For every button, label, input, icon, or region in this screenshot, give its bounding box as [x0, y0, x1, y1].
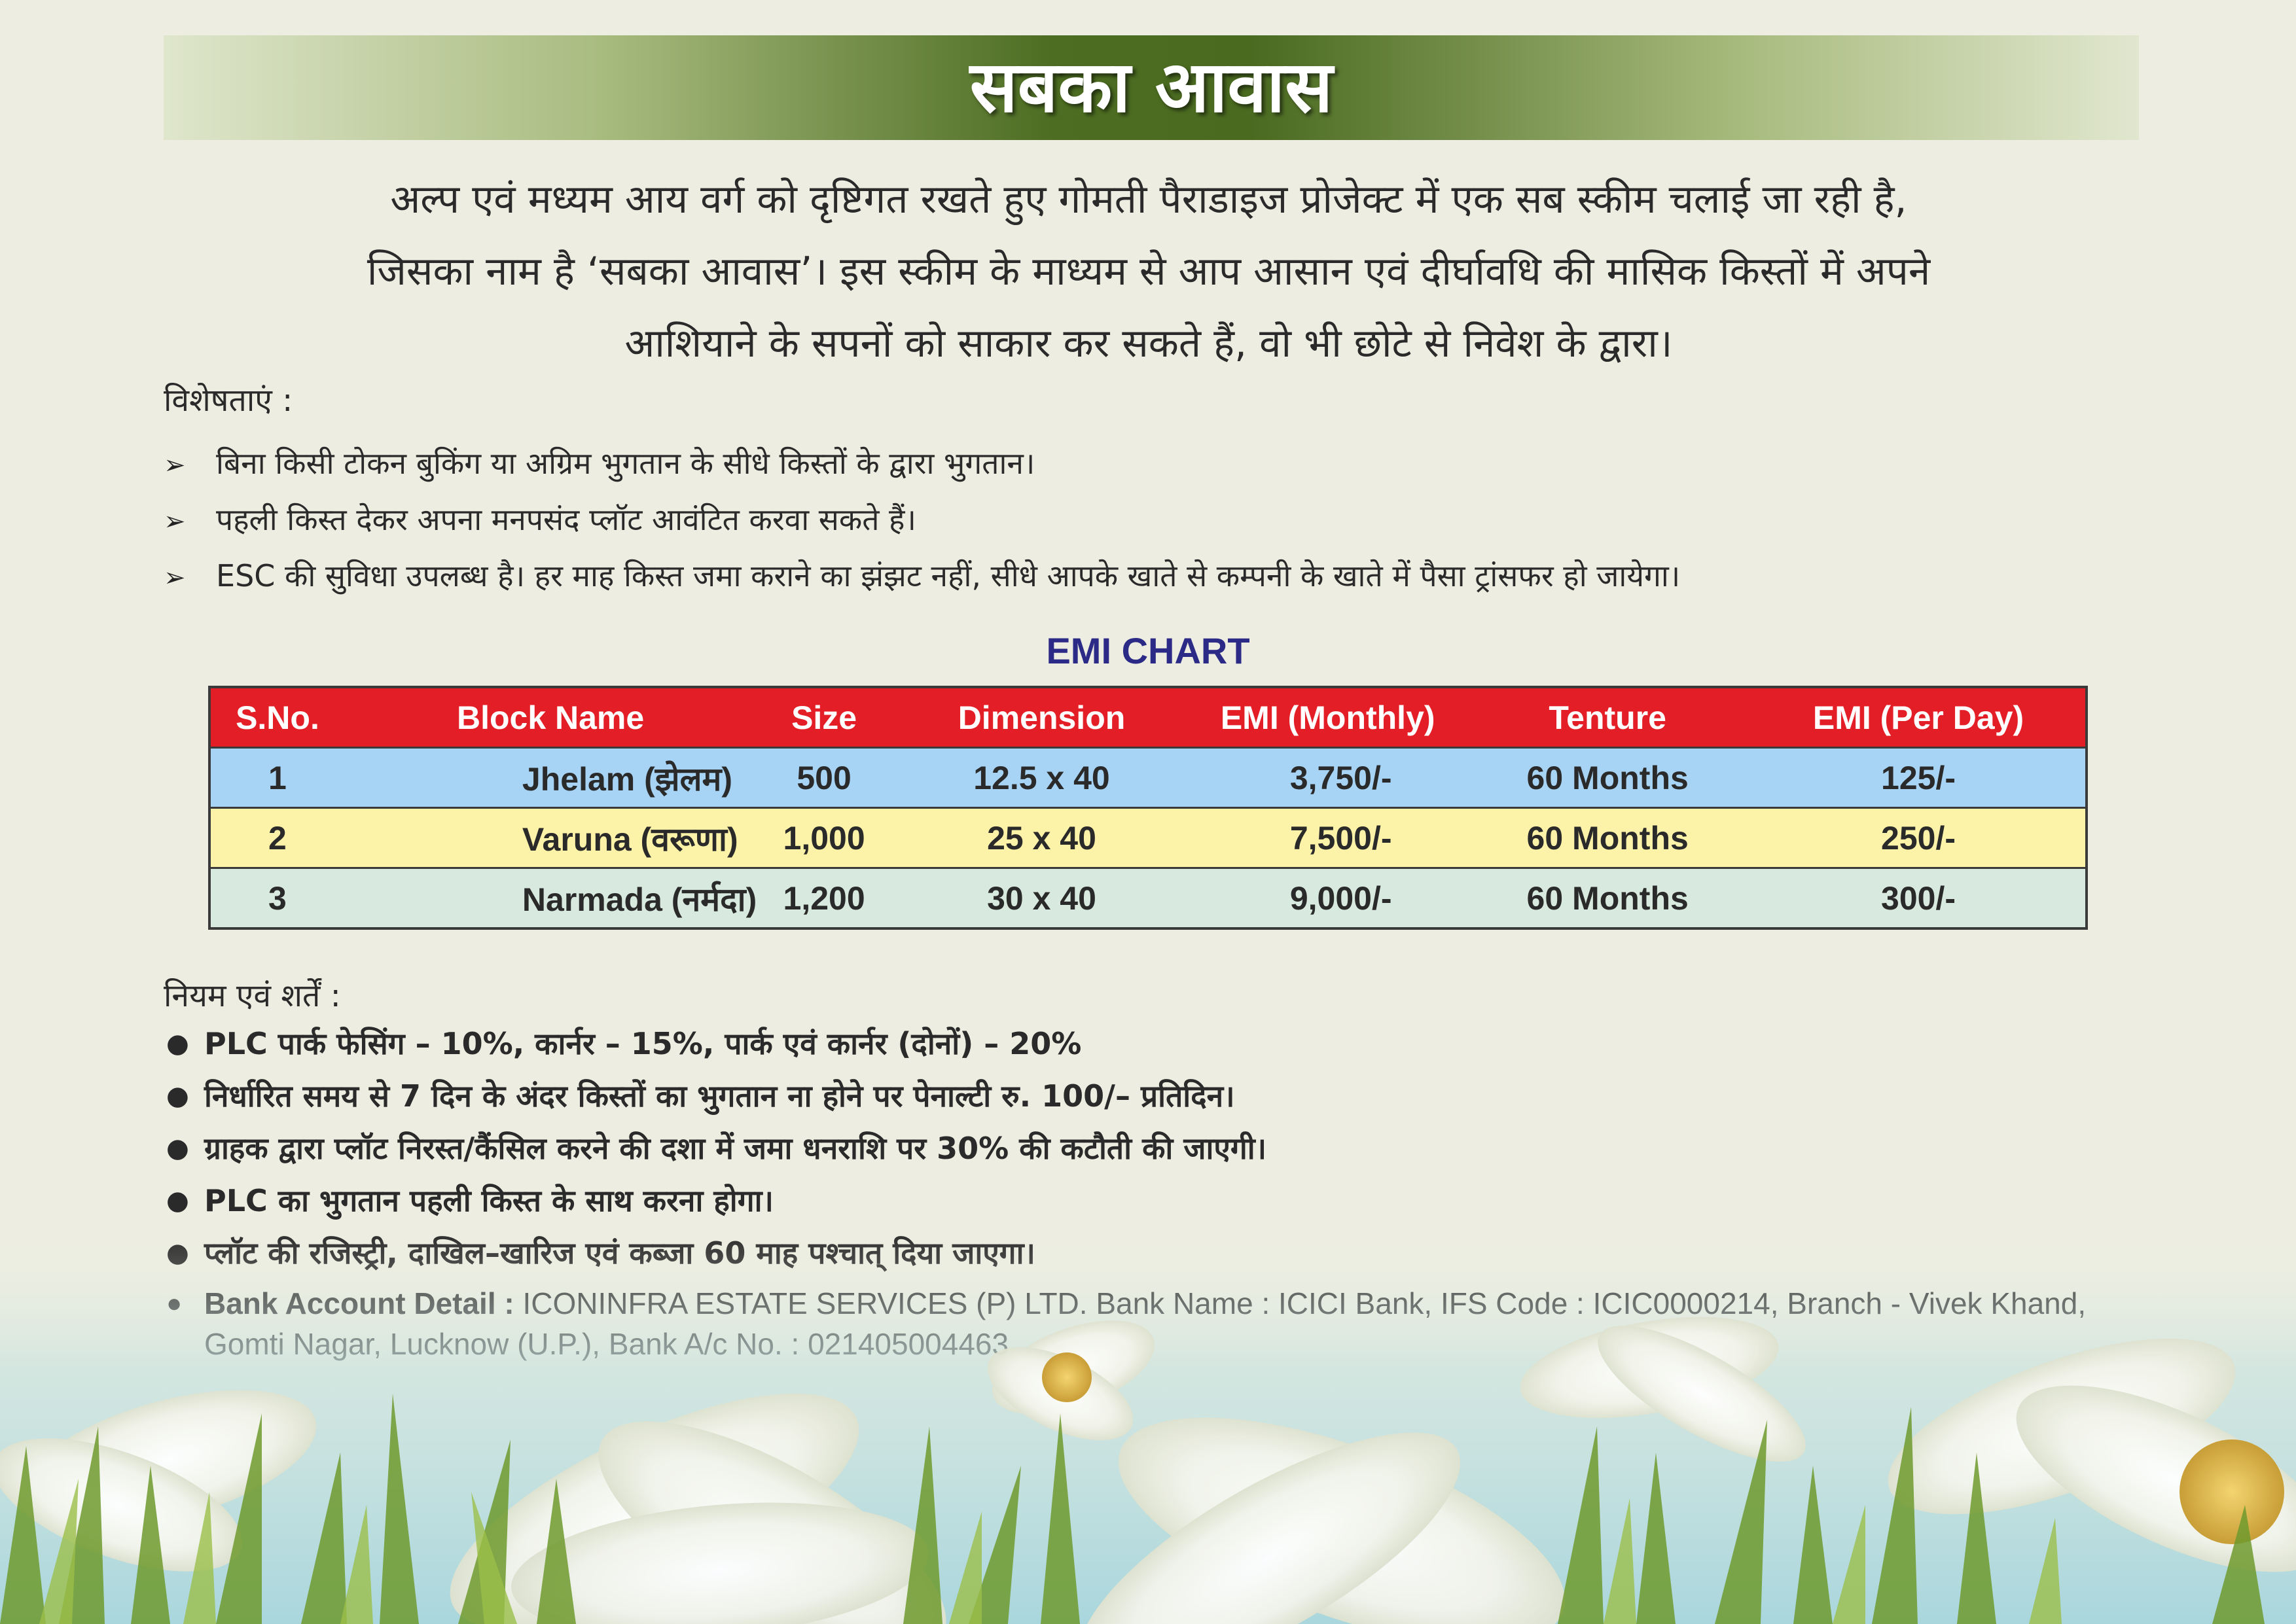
cell-sno: 3: [209, 868, 344, 929]
bullet-icon: ●: [166, 1186, 189, 1216]
cell-size: 1,000: [757, 808, 891, 868]
cell-block-name: Narmada (नर्मदा): [344, 868, 757, 929]
term-text: निर्धारित समय से 7 दिन के अंदर किस्तों का भुगतान ना होने पर पेनाल्टी रु. 100/– प्रतिदिन।: [204, 1078, 1235, 1114]
intro-paragraph: [209, 164, 2088, 380]
table-row: [209, 808, 2087, 868]
cell-emi-per-day: 300/-: [1751, 868, 2087, 929]
cell-sno: 1: [209, 748, 344, 808]
header-sno: S.No.: [209, 687, 344, 748]
cell-sno: 2: [209, 808, 344, 868]
bullet-icon: ●: [166, 1081, 189, 1111]
header-emi-monthly: EMI (Monthly): [1192, 687, 1463, 748]
cell-emi-monthly: 7,500/-: [1192, 808, 1463, 868]
feature-item: [164, 491, 2193, 548]
cell-emi-monthly: 9,000/-: [1192, 868, 1463, 929]
cell-dimension: 30 x 40: [891, 868, 1192, 929]
term-item: [164, 1017, 2166, 1070]
features-list: [164, 435, 2193, 604]
cell-size: 1,200: [757, 868, 891, 929]
cell-dimension: 12.5 x 40: [891, 748, 1192, 808]
title-banner: [164, 35, 2139, 140]
header-size: Size: [757, 687, 891, 748]
feature-text: बिना किसी टोकन बुकिंग या अग्रिम भुगतान के सीधे किस्तों के द्वारा भुगतान।: [216, 446, 1035, 481]
cell-dimension: 25 x 40: [891, 808, 1192, 868]
cell-emi-per-day: 125/-: [1751, 748, 2087, 808]
feature-item: [164, 435, 2193, 491]
cell-tenure: 60 Months: [1463, 748, 1751, 808]
term-text: ग्राहक द्वारा प्लॉट निरस्त/कैंसिल करने की दशा में जमा धनराशि पर 30% की कटौती की जाएगी।: [204, 1131, 1267, 1166]
page-title: सबका आवास: [969, 46, 1333, 128]
table-row: [209, 868, 2087, 929]
header-tenure: Tenture: [1463, 687, 1751, 748]
feature-text: ESC की सुविधा उपलब्ध है। हर माह किस्त जमा कराने का झंझट नहीं, सीधे आपके खाते से कम्पनी के खाते में पैसा ट्रांसफर हो जायेगा।: [216, 558, 1681, 593]
cell-tenure: 60 Months: [1463, 868, 1751, 929]
features-heading: विशेषताएं :: [164, 382, 293, 419]
feature-item: [164, 548, 2193, 604]
arrow-bullet-icon: ➢: [164, 563, 186, 593]
table-header-row: [209, 687, 2087, 748]
cell-tenure: 60 Months: [1463, 808, 1751, 868]
arrow-bullet-icon: ➢: [164, 506, 186, 537]
header-emi-per-day: EMI (Per Day): [1751, 687, 2087, 748]
terms-heading: नियम एवं शर्तें :: [164, 978, 341, 1014]
bullet-icon: ●: [166, 1133, 189, 1163]
table-row: [209, 748, 2087, 808]
bullet-icon: ●: [166, 1029, 189, 1059]
term-item: [164, 1122, 2166, 1174]
term-text: PLC पार्क फेसिंग – 10%, कार्नर – 15%, पार्क एवं कार्नर (दोनों) – 20%: [204, 1026, 1082, 1061]
header-block-name: Block Name: [344, 687, 757, 748]
intro-line: जिसका नाम है ‘सबका आवास’। इस स्कीम के माध्यम से आप आसान एवं दीर्घावधि की मासिक किस्तों में अपने: [367, 249, 1931, 294]
cell-block-name: Varuna (वरूणा): [344, 808, 757, 868]
term-text: PLC का भुगतान पहली किस्त के साथ करना होगा।: [204, 1183, 774, 1218]
cell-emi-monthly: 3,750/-: [1192, 748, 1463, 808]
cell-emi-per-day: 250/-: [1751, 808, 2087, 868]
term-item: [164, 1174, 2166, 1227]
intro-line: आशियाने के सपनों को साकार कर सकते हैं, वो भी छोटे से निवेश के द्वारा।: [624, 321, 1673, 366]
intro-line: अल्प एवं मध्यम आय वर्ग को दृष्टिगत रखते हुए गोमती पैराडाइज प्रोजेक्ट में एक सब स्कीम चलाई जा रही है,: [390, 177, 1907, 222]
header-dimension: Dimension: [891, 687, 1192, 748]
cell-size: 500: [757, 748, 891, 808]
emi-table: [208, 686, 2088, 930]
cell-block-name: Jhelam (झेलम): [344, 748, 757, 808]
emi-chart-title: EMI CHART: [1046, 630, 1250, 671]
term-item: [164, 1070, 2166, 1122]
flower-grass-illustration: [0, 1230, 2296, 1624]
feature-text: पहली किस्त देकर अपना मनपसंद प्लॉट आवंटित करवा सकते हैं।: [216, 502, 916, 537]
arrow-bullet-icon: ➢: [164, 450, 186, 480]
